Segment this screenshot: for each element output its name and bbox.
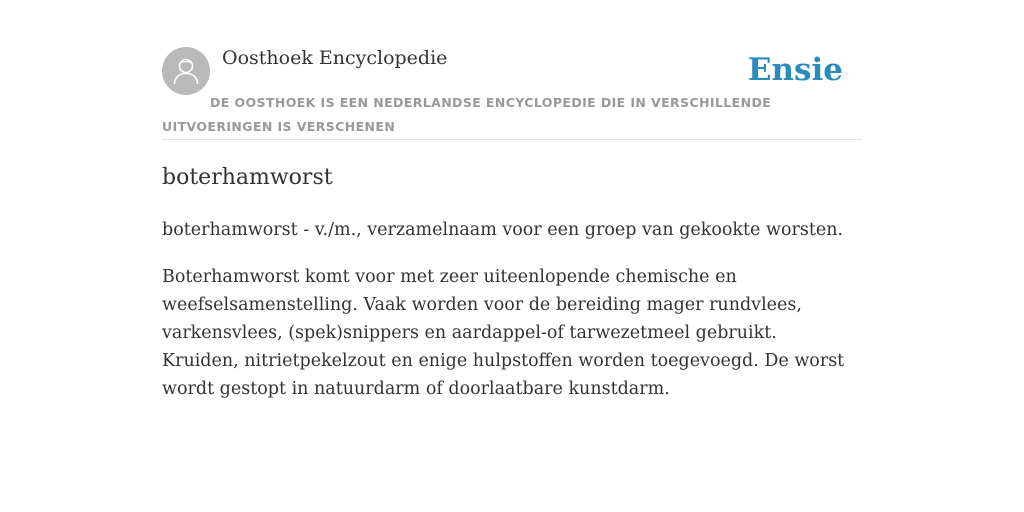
user-silhouette-icon [162, 47, 210, 95]
article-title: boterhamworst [162, 165, 333, 190]
brand-logo-link[interactable]: Ensie [747, 52, 843, 88]
article [162, 162, 852, 403]
article-definition: boterhamworst - v./m., verzamelnaam voor een groep van gekookte worsten. [162, 220, 844, 240]
source-header [162, 46, 862, 140]
source-description: DE OOSTHOEK IS EEN NEDERLANDSE ENCYCLOPEDIE DIE IN VERSCHILLENDE UITVOERINGEN IS VERSCHENEN [162, 95, 772, 134]
source-name[interactable]: Oosthoek Encyclopedie [222, 47, 448, 69]
avatar[interactable] [162, 47, 210, 95]
article-body: Boterhamworst komt voor met zeer uiteenlopende chemische en weefselsamenstelling. Vaak worden voor de bereiding mager rundvlees, varkensvlees, (spek)snippers en aardappel-of tarwezetmeel gebruikt. Kruiden, nitrietpekelzout en enige hulpstoffen worden toegevoegd. De worst wordt gestopt in natuurdarm of doorlaatbare kunstdarm. [162, 267, 845, 399]
